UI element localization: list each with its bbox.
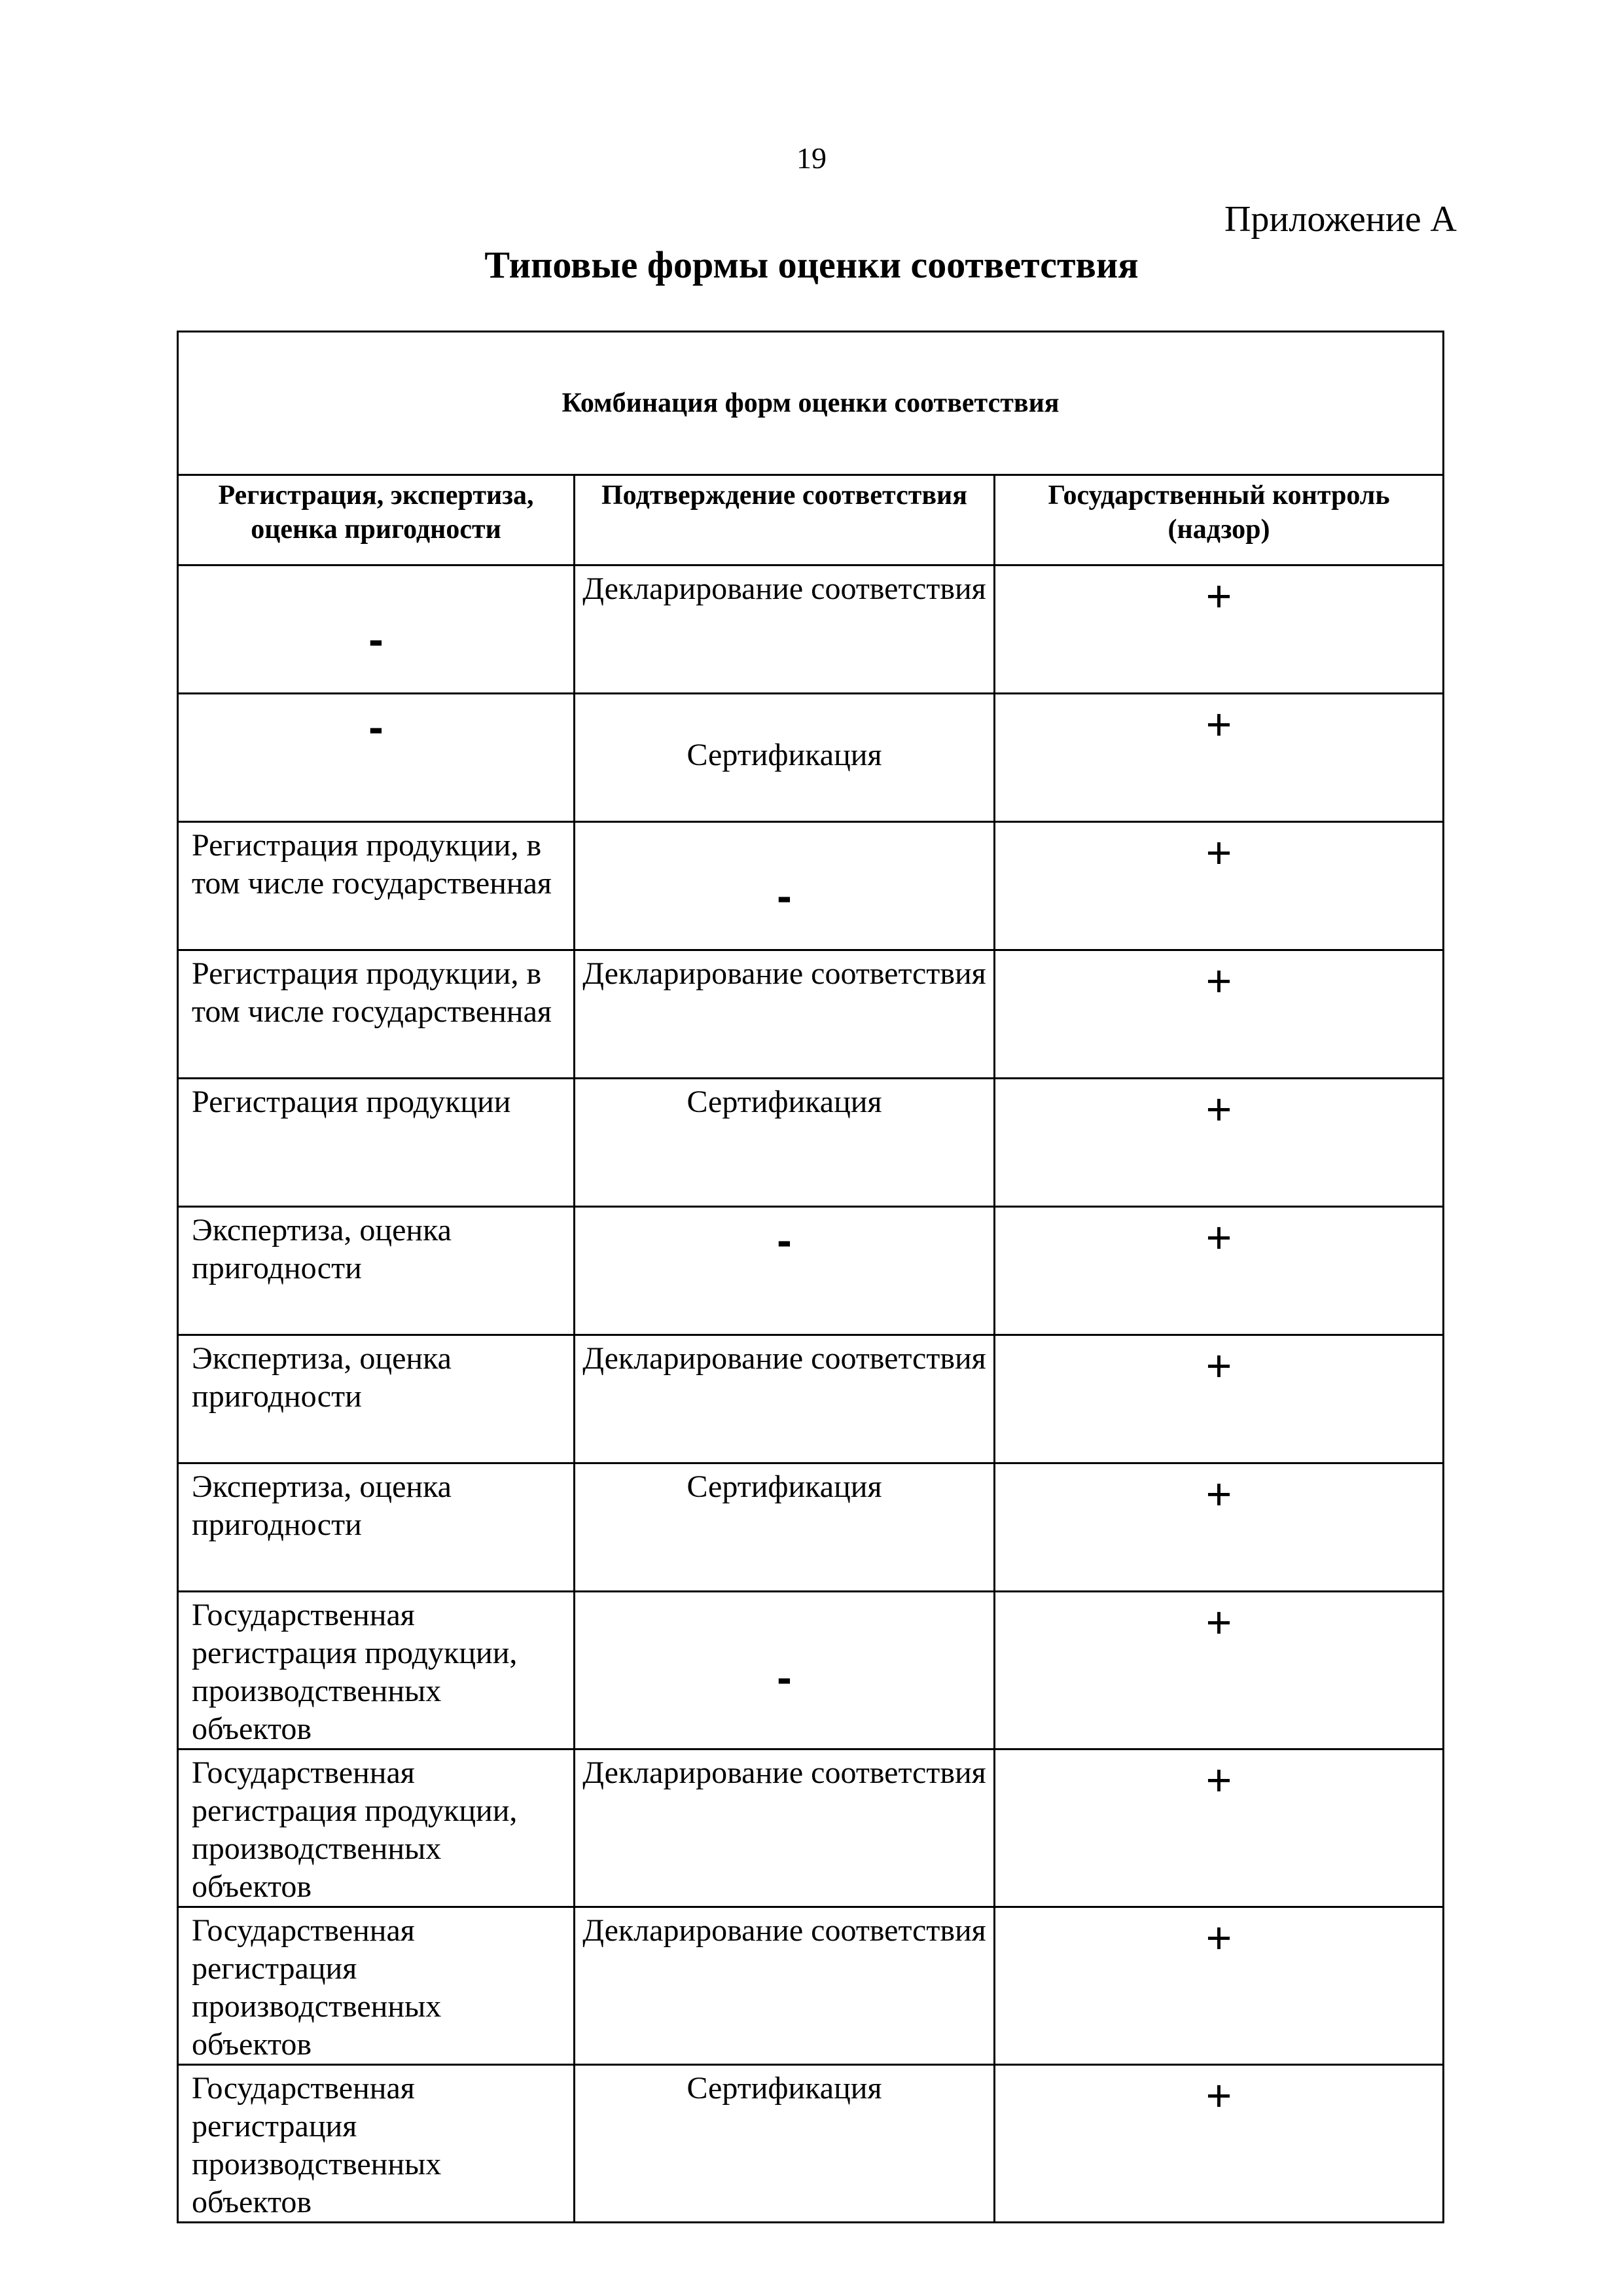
plus-mark: + [1205,1085,1232,1134]
control-cell [995,950,1444,1079]
control-cell [995,1335,1444,1463]
confirmation-cell [575,1207,995,1335]
control-cell [995,1749,1444,1907]
confirmation-text: Сертификация [687,738,882,772]
plus-mark: + [1205,1469,1232,1519]
confirmation-cell: Сертификация [575,1463,995,1592]
dash-mark: - [368,702,383,752]
registration-cell: Экспертиза, оценка пригодности [178,1335,575,1463]
registration-cell: Экспертиза, оценка пригодности [178,1207,575,1335]
confirmation-cell: Декларирование соответствия [575,1335,995,1463]
header-control: Государственный контроль (надзор) [995,475,1444,565]
registration-cell [178,565,575,694]
confirmation-cell [575,822,995,950]
table-row [178,2065,1444,2223]
confirmation-cell: Сертификация [575,1079,995,1207]
plus-mark: + [1205,1913,1232,1963]
control-cell [995,1079,1444,1207]
registration-cell: Государственная регистрация продукции, производственных объектов [178,1749,575,1907]
registration-cell: Экспертиза, оценка пригодности [178,1463,575,1592]
confirmation-cell: Декларирование соответствия [575,1749,995,1907]
conformity-forms-table-container [177,331,1442,2223]
plus-mark: + [1205,1213,1232,1263]
registration-cell: Государственная регистрация производственных объектов [178,1907,575,2065]
dash-mark: - [777,1653,792,1702]
table-row [178,1749,1444,1907]
control-cell [995,1207,1444,1335]
table-caption: Комбинация форм оценки соответствия [178,332,1444,475]
table-row [178,822,1444,950]
table-row [178,1463,1444,1592]
page-number: 19 [796,141,827,175]
dash-mark: - [368,615,383,664]
registration-cell: Регистрация продукции [178,1079,575,1207]
control-cell [995,1592,1444,1749]
table-row [178,950,1444,1079]
plus-mark: + [1205,828,1232,878]
dash-mark: - [777,1215,792,1265]
confirmation-cell: Декларирование соответствия [575,950,995,1079]
control-cell [995,694,1444,822]
registration-cell: Регистрация продукции, в том числе государственная [178,950,575,1079]
registration-cell [178,694,575,822]
confirmation-cell [575,1592,995,1749]
header-confirmation: Подтверждение соответствия [575,475,995,565]
table-row [178,694,1444,822]
plus-mark: + [1205,571,1232,621]
table-row [178,1335,1444,1463]
plus-mark: + [1205,1755,1232,1805]
control-cell [995,1463,1444,1592]
confirmation-cell [575,694,995,822]
conformity-forms-table [177,331,1444,2223]
registration-cell: Государственная регистрация производственных объектов [178,2065,575,2223]
table-row [178,1207,1444,1335]
table-row [178,1079,1444,1207]
table-row [178,1907,1444,2065]
plus-mark: + [1205,1341,1232,1391]
table-row [178,565,1444,694]
plus-mark: + [1205,1598,1232,1647]
control-cell [995,1907,1444,2065]
confirmation-cell: Сертификация [575,2065,995,2223]
table-row [178,1592,1444,1749]
registration-cell: Регистрация продукции, в том числе государственная [178,822,575,950]
document-title: Типовые формы оценки соответствия [484,243,1139,286]
control-cell [995,2065,1444,2223]
appendix-label: Приложение А [1224,199,1457,240]
confirmation-cell: Декларирование соответствия [575,1907,995,2065]
header-registration: Регистрация, экспертиза, оценка пригодности [178,475,575,565]
control-cell [995,565,1444,694]
dash-mark: - [777,871,792,921]
plus-mark: + [1205,700,1232,749]
registration-cell: Государственная регистрация продукции, производственных объектов [178,1592,575,1749]
confirmation-cell: Декларирование соответствия [575,565,995,694]
plus-mark: + [1205,956,1232,1006]
control-cell [995,822,1444,950]
plus-mark: + [1205,2071,1232,2121]
